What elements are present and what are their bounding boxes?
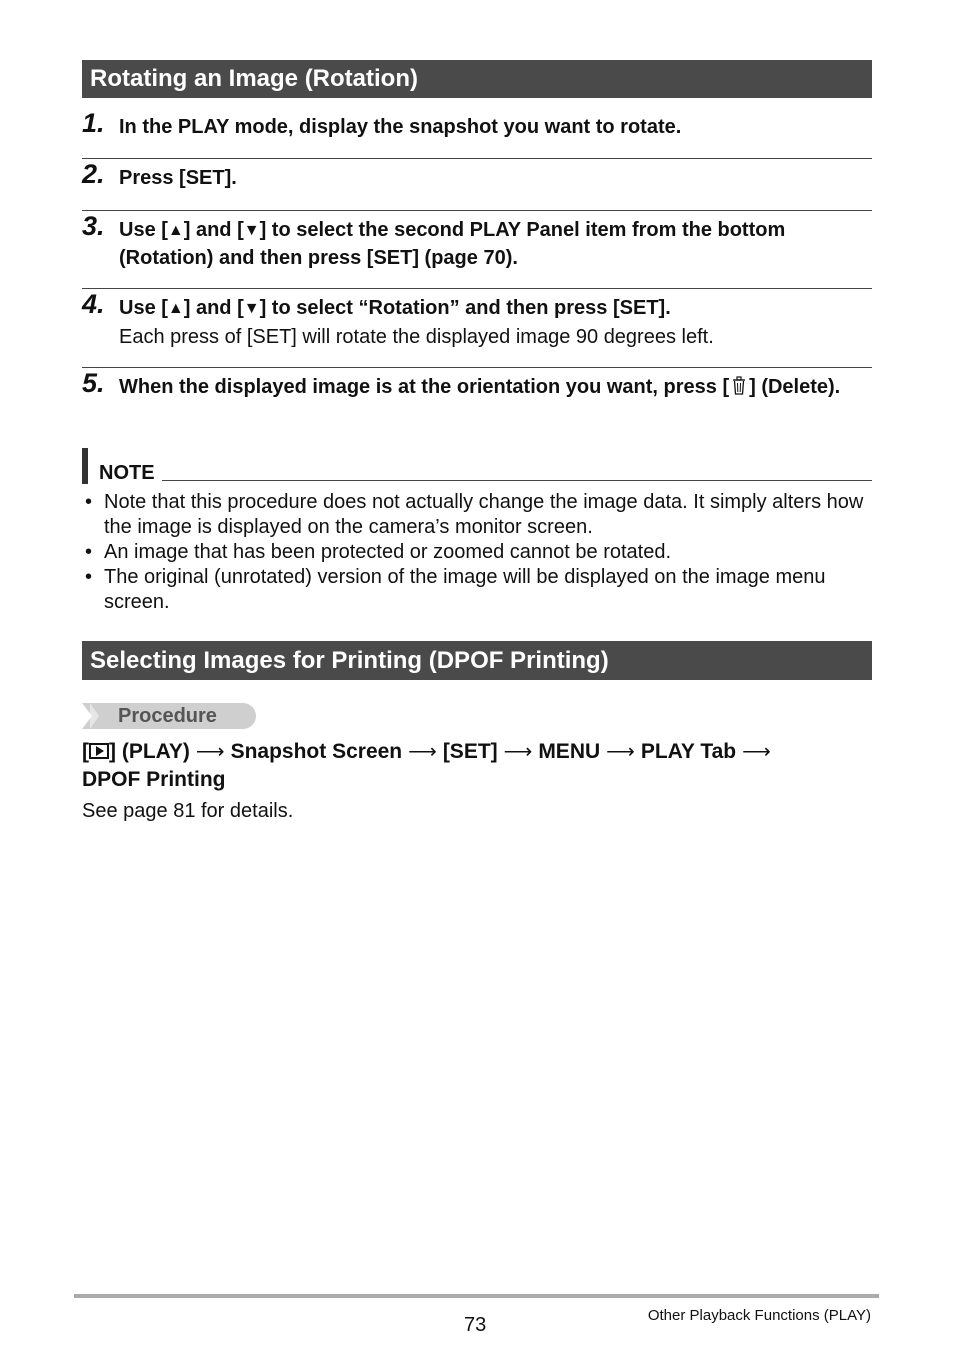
up-arrow-icon: ▲	[167, 300, 184, 317]
note-marker	[82, 448, 88, 484]
step-number: 5.	[82, 368, 105, 398]
play-icon	[89, 743, 109, 759]
down-arrow-icon: ▼	[243, 222, 260, 239]
step-text: In the PLAY mode, display the snapshot you want to rotate.	[119, 116, 682, 138]
bullet-icon: •	[85, 491, 93, 513]
step-number: 3.	[82, 211, 105, 241]
path-item: MENU	[538, 740, 601, 763]
trash-icon	[731, 376, 747, 396]
step-number: 1.	[82, 108, 105, 138]
step-subtext: Each press of [SET] will rotate the displayed image 90 degrees left.	[119, 326, 714, 348]
note-label: NOTE	[99, 462, 155, 484]
step-number: 4.	[82, 289, 105, 319]
bullet-icon: •	[85, 566, 93, 588]
procedure-label: Procedure	[118, 705, 217, 727]
step-divider	[82, 288, 872, 289]
see-page-text: See page 81 for details.	[82, 800, 294, 822]
section-heading-dpof: Selecting Images for Printing (DPOF Printing)	[82, 641, 872, 680]
arrow-icon: ⟶	[606, 741, 635, 763]
step-text: Use [▲] and [▼] to select the second PLAY Panel item from the bottom (Rotation) and then press [SET] (page 70).	[119, 219, 786, 269]
arrow-icon: ⟶	[742, 741, 771, 763]
path-item: PLAY Tab	[640, 740, 737, 763]
section-heading-rotation: Rotating an Image (Rotation)	[82, 60, 872, 98]
step-text: Use [▲] and [▼] to select “Rotation” and then press [SET].	[119, 297, 671, 319]
step-divider	[82, 367, 872, 368]
arrow-icon: ⟶	[195, 741, 225, 763]
path-item: [SET]	[442, 740, 498, 763]
menu-path: [ ] (PLAY) ⟶ Snapshot Screen ⟶ [SET] ⟶ MENU ⟶ PLAY Tab ⟶ DPOF Printing	[82, 740, 771, 791]
page-number: 73	[464, 1314, 487, 1336]
arrow-icon: ⟶	[503, 741, 533, 763]
arrow-icon: ⟶	[408, 741, 437, 763]
up-arrow-icon: ▲	[167, 222, 184, 239]
footer-divider	[74, 1294, 879, 1298]
footer-chapter-title: Other Playback Functions (PLAY)	[647, 1307, 871, 1324]
step-divider	[82, 158, 872, 159]
path-item: Snapshot Screen	[230, 740, 403, 763]
path-item: DPOF Printing	[82, 768, 226, 791]
step-text: Press [SET].	[119, 167, 237, 189]
step-text: When the displayed image is at the orientation you want, press [ ] (Delete).	[119, 376, 841, 398]
step-number: 2.	[82, 159, 105, 189]
bullet-icon: •	[85, 541, 93, 563]
path-item: ] (PLAY)	[109, 740, 190, 763]
step-divider	[82, 210, 872, 211]
chevron-icon	[82, 703, 92, 729]
down-arrow-icon: ▼	[243, 300, 260, 317]
note-divider	[162, 480, 872, 481]
